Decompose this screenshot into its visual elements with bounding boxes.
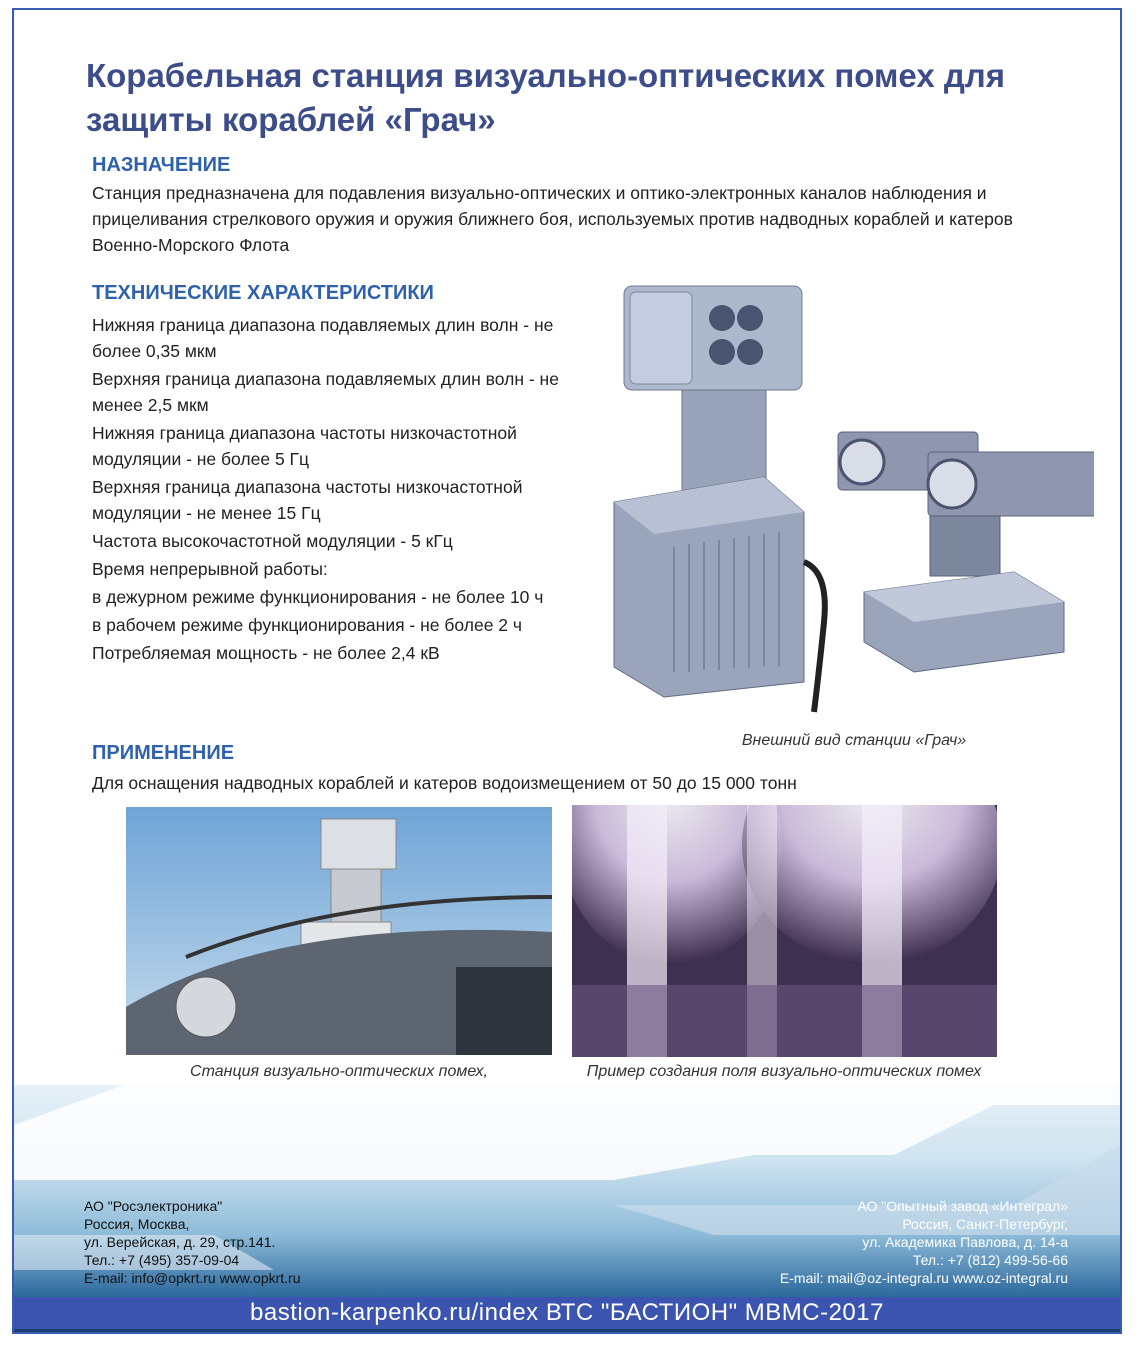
spec-item: в рабочем режиме функционирования - не более 2 ч <box>92 615 523 635</box>
contact-line: ул. Академика Павлова, д. 14-а <box>862 1234 1068 1250</box>
contact-line: Россия, Москва, <box>84 1216 190 1232</box>
page-title: Корабельная станция визуально-оптических помех для защиты кораблей «Грач» <box>86 57 1006 138</box>
boat-photo <box>126 807 552 1055</box>
watermark-banner <box>14 1297 1120 1329</box>
contact-line: E-mail: info@opkrt.ru www.opkrt.ru <box>84 1270 301 1286</box>
contact-right <box>780 1197 1068 1287</box>
light-field-photo <box>572 805 997 1057</box>
boat-caption: Станция визуально-оптических помех, <box>190 1063 488 1080</box>
contact-left <box>84 1197 301 1287</box>
station-caption: Внешний вид станции «Грач» <box>741 732 967 749</box>
spec-item: Частота высокочастотной модуляции - 5 кГц <box>92 531 453 551</box>
contact-line: АО "Росэлектроника" <box>84 1198 223 1214</box>
spec-item: Потребляемая мощность - не более 2,4 кВ <box>92 643 440 663</box>
spec-item: в дежурном режиме функционирования - не более 10 ч <box>92 587 544 607</box>
spec-item: Верхняя граница диапазона подавляемых длин волн - не менее 2,5 мкм <box>92 369 559 415</box>
purpose-text: Станция предназначена для подавления визуально-оптических и оптико-электронных каналов наблюдения и прицеливания стрелкового оружия и оружия ближнего боя, используемых против надводных кораблей и катеров Военно-Морского Флота <box>92 183 1013 255</box>
specs-list <box>92 312 582 668</box>
station-photo <box>594 272 1094 722</box>
field-caption: Пример создания поля визуально-оптических помех <box>586 1063 982 1080</box>
spec-item: Нижняя граница диапазона частоты низкочастотной модуляции - не более 5 Гц <box>92 423 517 469</box>
contact-line: АО "Опытный завод «Интеграл» <box>857 1198 1068 1214</box>
contact-line: Россия, Санкт-Петербург, <box>902 1216 1068 1232</box>
application-heading: ПРИМЕНЕНИЕ <box>92 742 235 764</box>
contact-line: Тел.: +7 (812) 499-56-66 <box>912 1252 1068 1268</box>
application-text: Для оснащения надводных кораблей и катеров водоизмещением от 50 до 15 000 тонн <box>92 773 797 793</box>
contact-line: Тел.: +7 (495) 357-09-04 <box>84 1252 240 1268</box>
watermark-text: bastion-karpenko.ru/index ВТС "БАСТИОН" МВМС-2017 <box>250 1299 884 1326</box>
purpose-heading: НАЗНАЧЕНИЕ <box>92 154 231 176</box>
contact-line: E-mail: mail@oz-integral.ru www.oz-integral.ru <box>779 1270 1068 1286</box>
contact-line: ул. Верейская, д. 29, стр.141. <box>84 1234 276 1250</box>
spec-item: Время непрерывной работы: <box>92 559 328 579</box>
footer <box>14 1085 1120 1332</box>
spec-item: Верхняя граница диапазона частоты низкочастотной модуляции - не менее 15 Гц <box>92 477 523 523</box>
specs-heading: ТЕХНИЧЕСКИЕ ХАРАКТЕРИСТИКИ <box>92 282 434 304</box>
brochure-page <box>12 8 1122 1334</box>
spec-item: Нижняя граница диапазона подавляемых длин волн - не более 0,35 мкм <box>92 315 554 361</box>
